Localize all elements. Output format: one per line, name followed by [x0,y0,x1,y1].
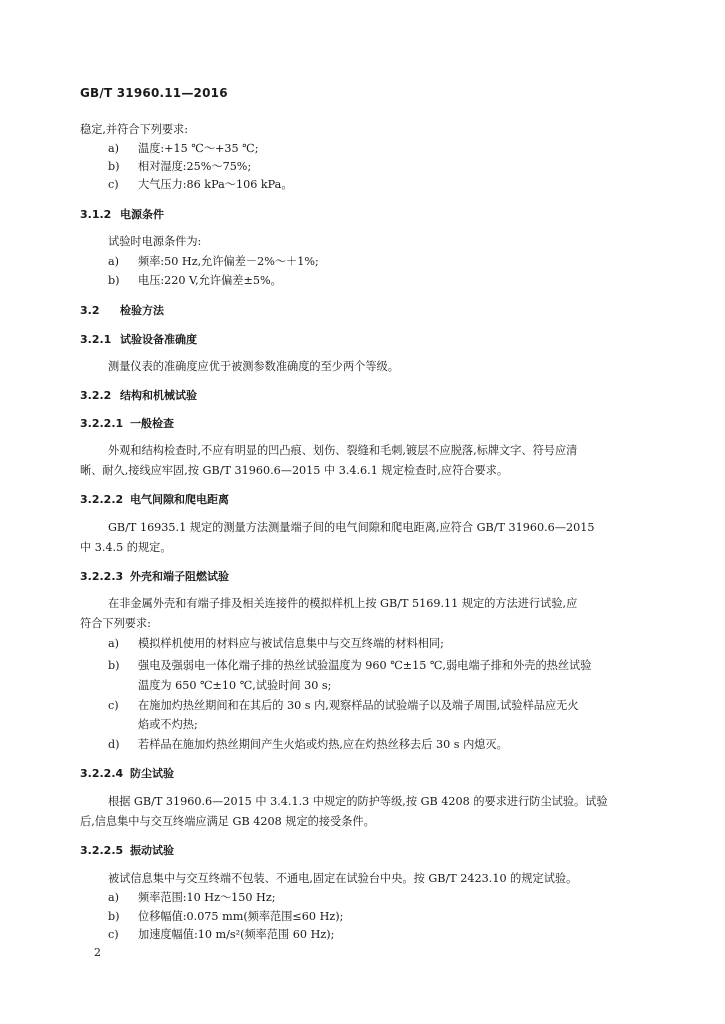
fire-item-d: d) 若样品在施加灼热丝期间产生火焰或灼热,应在灼热丝移去后 30 s 内熄灭。 [108,738,508,751]
paragraph-3-2-2-3-line2: 符合下列要求: [80,617,151,630]
section-heading-3-2-2-2: 3.2.2.2 电气间隙和爬电距离 [80,493,229,506]
paragraph-3-2-2-1-line1: 外观和结构检查时,不应有明显的凹凸痕、划伤、裂缝和毛刺,镀层不应脱落,标牌文字、符号应清 [108,444,578,457]
standard-header: GB/T 31960.11—2016 [80,86,228,100]
fire-item-b-line2: 温度为 650 ℃±10 ℃,试验时间 30 s; [138,679,332,692]
env-item-a: a) 温度:+15 ℃～+35 ℃; [108,142,259,155]
paragraph-3-2-2-1-line2: 晰、耐久,接线应牢固,按 GB/T 31960.6—2015 中 3.4.6.1 规定检查时,应符合要求。 [80,464,509,477]
paragraph-3-2-2-5: 被试信息集中与交互终端不包装、不通电,固定在试验台中央。按 GB/T 2423.10 的规定试验。 [108,872,578,885]
power-item-b: b) 电压:220 V,允许偏差±5%。 [108,274,282,287]
paragraph-3-2-1: 测量仪表的准确度应优于被测参数准确度的至少两个等级。 [108,360,399,373]
section-heading-3-2-2-5: 3.2.2.5 振动试验 [80,844,174,857]
page-number: 2 [94,946,101,959]
fire-item-c-line2: 焰或不灼热; [138,718,198,731]
fire-item-c-line1: c) 在施加灼热丝期间和在其后的 30 s 内,观察样品的试验端子以及端子周围,试验样品应无火 [108,699,579,712]
vib-item-a: a) 频率范围:10 Hz～150 Hz; [108,891,276,904]
paragraph-3-2-2-3-line1: 在非金属外壳和有端子排及相关连接件的模拟样机上按 GB/T 5169.11 规定的方法进行试验,应 [108,597,578,610]
section-heading-3-1-2: 3.1.2 电源条件 [80,208,164,221]
section-heading-3-2-1: 3.2.1 试验设备准确度 [80,333,197,346]
fire-item-a: a) 模拟样机使用的材料应与被试信息集中与交互终端的材料相同; [108,637,444,650]
fire-item-b-line1: b) 强电及强弱电一体化端子排的热丝试验温度为 960 ℃±15 ℃,弱电端子排和外壳的热丝试验 [108,659,592,672]
env-item-b: b) 相对湿度:25%～75%; [108,160,252,173]
power-intro: 试验时电源条件为: [108,235,202,248]
vib-item-b: b) 位移幅值:0.075 mm(频率范围≤60 Hz); [108,910,344,923]
section-heading-3-2-2-3: 3.2.2.3 外壳和端子阻燃试验 [80,570,229,583]
power-item-a: a) 频率:50 Hz,允许偏差－2%～＋1%; [108,255,319,268]
vib-item-c: c) 加速度幅值:10 m/s²(频率范围 60 Hz); [108,928,335,941]
section-heading-3-2-2-4: 3.2.2.4 防尘试验 [80,767,174,780]
env-item-c: c) 大气压力:86 kPa～106 kPa。 [108,178,293,191]
paragraph-3-2-2-2-line1: GB/T 16935.1 规定的测量方法测量端子间的电气间隙和爬电距离,应符合 GB/T 31960.6—2015 [108,521,595,534]
section-heading-3-2: 3.2 检验方法 [80,304,164,317]
paragraph-3-2-2-2-line2: 中 3.4.5 的规定。 [80,541,172,554]
section-heading-3-2-2: 3.2.2 结构和机械试验 [80,389,197,402]
intro-text: 稳定,并符合下列要求: [80,123,189,136]
paragraph-3-2-2-4-line2: 后,信息集中与交互终端应满足 GB 4208 规定的接受条件。 [80,815,375,828]
paragraph-3-2-2-4-line1: 根据 GB/T 31960.6—2015 中 3.4.1.3 中规定的防护等级,按 GB 4208 的要求进行防尘试验。试验 [108,795,608,808]
section-heading-3-2-2-1: 3.2.2.1 一般检查 [80,417,174,430]
